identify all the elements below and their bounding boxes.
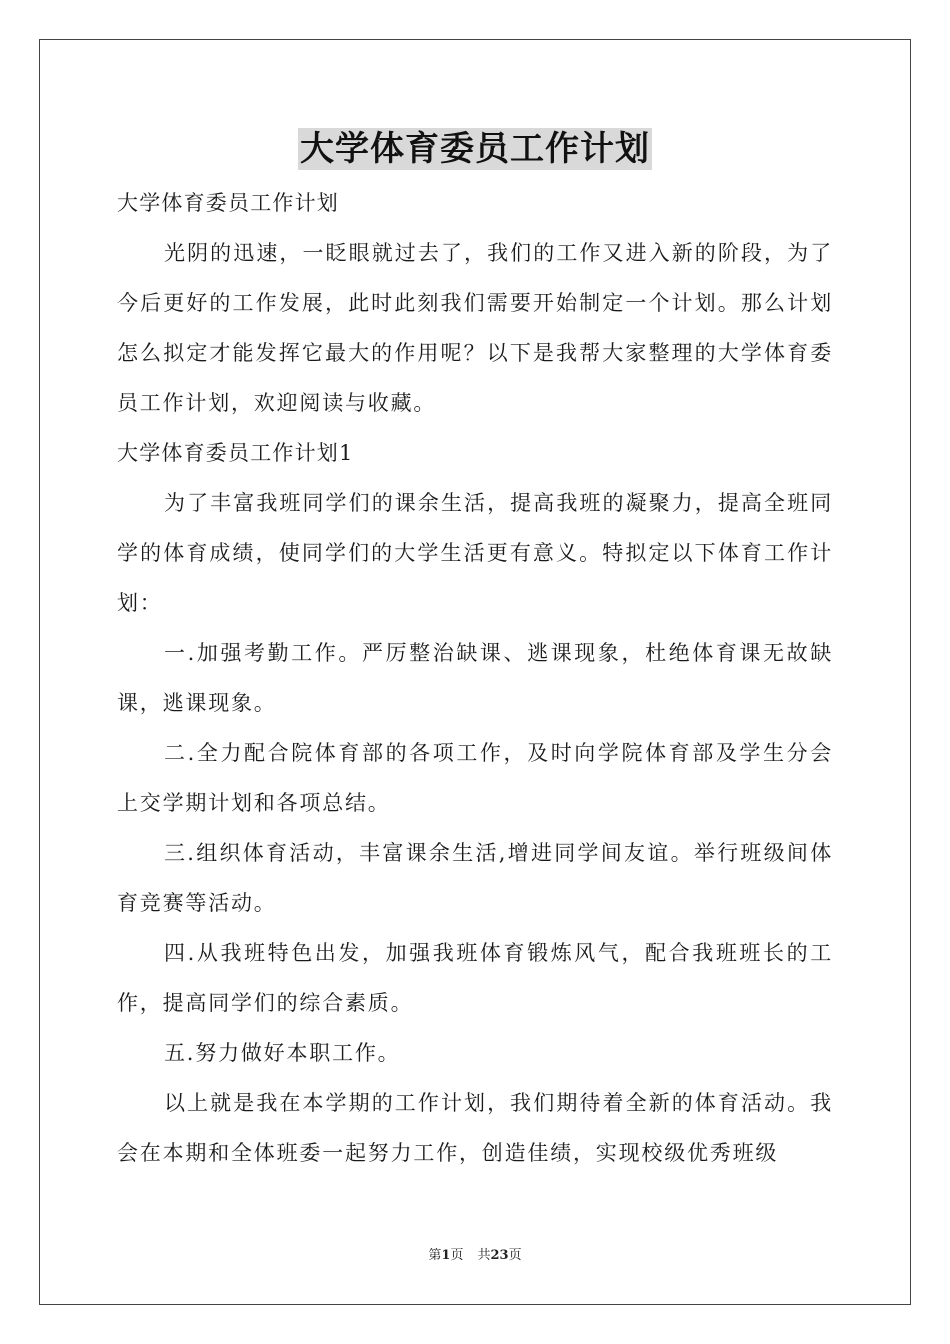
total-prefix: 共: [477, 1248, 491, 1263]
plan-item-5: 五.努力做好本职工作。: [164, 1041, 401, 1065]
plan-item-4: 四.从我班特色出发，加强我班体育锻炼风气，配合我班班长的工作，提高同学们的综合素质。: [117, 941, 833, 1015]
plan-item-2: 二.全力配合院体育部的各项工作，及时向学院体育部及学生分会上交学期计划和各项总结。: [117, 741, 833, 815]
closing-paragraph: 以上就是我在本学期的工作计划，我们期待着全新的体育活动。我会在本期和全体班委一起努力工作，创造佳绩，实现校级优秀班级: [117, 1091, 833, 1165]
page-current: 1: [441, 1248, 451, 1263]
total-suffix: 页: [508, 1248, 522, 1263]
section-heading: 大学体育委员工作计划1: [117, 441, 354, 465]
page-total: 23: [490, 1248, 509, 1263]
plan-item-1: 一.加强考勤工作。严厉整治缺课、逃课现象，杜绝体育课无故缺课，逃课现象。: [117, 641, 833, 715]
page-suffix: 页: [450, 1248, 464, 1263]
document-title: 大学体育委员工作计划: [300, 129, 650, 169]
title-wrap: [0, 128, 950, 170]
plan-item-3: 三.组织体育活动，丰富课余生活,增进同学间友谊。举行班级间体育竞赛等活动。: [117, 841, 833, 915]
page-footer: [0, 1244, 950, 1263]
document-subtitle: 大学体育委员工作计划: [117, 191, 339, 215]
intro-paragraph: 光阴的迅速，一眨眼就过去了，我们的工作又进入新的阶段，为了今后更好的工作发展，此时此刻我们需要开始制定一个计划。那么计划怎么拟定才能发挥它最大的作用呢？以下是我帮大家整理的大学体育委员工作计划，欢迎阅读与收藏。: [117, 241, 833, 415]
page-prefix: 第: [428, 1248, 442, 1263]
body-paragraph: 为了丰富我班同学们的课余生活，提高我班的凝聚力，提高全班同学的体育成绩，使同学们的大学生活更有意义。特拟定以下体育工作计划：: [117, 491, 833, 615]
document-body: [117, 178, 833, 1178]
